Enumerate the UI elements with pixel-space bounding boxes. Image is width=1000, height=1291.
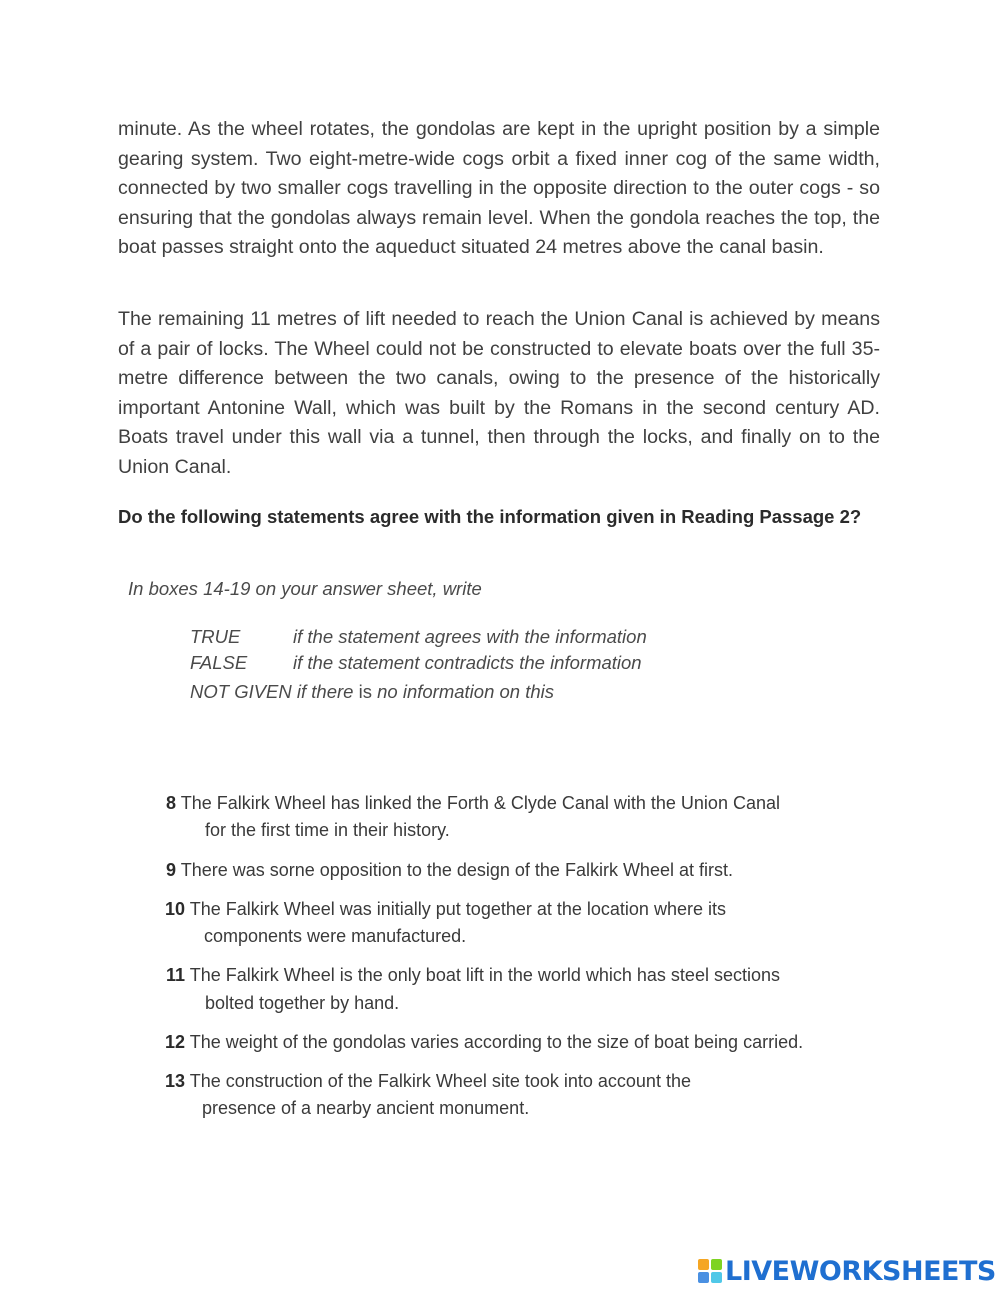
passage-paragraph-1: minute. As the wheel rotates, the gondolas are kept in the upright position by a simple gearing system. Two eight-metre-wide cogs orbit a fixed inner cog of the same width, connected by two smaller cogs travelling in the opposite direction to the outer cogs - so ensuring that the gondolas always remain level. When the gondola reaches the top, the boat passes straight onto the aqueduct situated 24 metres above the canal basin. xyxy=(118,118,880,258)
question-number: 9 xyxy=(166,860,177,880)
question-10 xyxy=(165,899,726,920)
question-13-continued: presence of a nearby ancient monument. xyxy=(202,1098,530,1118)
question-text: The Falkirk Wheel has linked the Forth & Clyde Canal with the Union Canal xyxy=(180,793,780,813)
legend-ng-code: NOT GIVEN xyxy=(190,681,292,702)
question-number: 11 xyxy=(166,965,186,985)
legend-false-desc: if the statement contradicts the information xyxy=(293,652,642,673)
logo-block xyxy=(711,1259,722,1270)
legend-ng-desc: no information on this xyxy=(377,681,555,702)
logo-block xyxy=(698,1272,709,1283)
legend-ng-is: is xyxy=(358,681,372,702)
legend-true-desc: if the statement agrees with the information xyxy=(293,626,647,647)
question-number: 12 xyxy=(165,1032,186,1052)
question-9 xyxy=(166,860,733,881)
logo-block xyxy=(711,1272,722,1283)
question-text: The construction of the Falkirk Wheel site took into account the xyxy=(189,1071,691,1091)
question-number: 13 xyxy=(165,1071,186,1091)
logo-block xyxy=(698,1259,709,1270)
legend-true xyxy=(190,626,647,648)
task-heading: Do the following statements agree with the information given in Reading Passage 2? xyxy=(118,506,862,527)
legend-false xyxy=(190,652,642,674)
task-instruction: In boxes 14-19 on your answer sheet, write xyxy=(128,578,482,599)
legend-not-given xyxy=(190,681,554,703)
logo-blocks-icon xyxy=(698,1259,722,1283)
question-number: 10 xyxy=(165,899,186,919)
question-8-continued: for the first time in their history. xyxy=(205,820,450,840)
question-text: The Falkirk Wheel was initially put together at the location where its xyxy=(189,899,726,919)
question-8 xyxy=(166,793,780,814)
legend-false-code: FALSE xyxy=(190,652,248,673)
question-12 xyxy=(165,1032,803,1053)
question-text: The Falkirk Wheel is the only boat lift in the world which has steel sections xyxy=(189,965,780,985)
question-text: The weight of the gondolas varies according to the size of boat being carried. xyxy=(189,1032,804,1052)
legend-ng-if: if there xyxy=(296,681,354,702)
question-11-continued: bolted together by hand. xyxy=(205,993,400,1013)
question-13 xyxy=(165,1071,691,1092)
liveworksheets-logo[interactable] xyxy=(698,1254,996,1288)
logo-text: LIVEWORKSHEETS xyxy=(725,1255,996,1287)
question-number: 8 xyxy=(166,793,177,813)
question-text: There was sorne opposition to the design of the Falkirk Wheel at first. xyxy=(180,860,733,880)
question-10-continued: components were manufactured. xyxy=(204,926,467,946)
passage-paragraph-2: The remaining 11 metres of lift needed to reach the Union Canal is achieved by means of a pair of locks. The Wheel could not be constructed to elevate boats over the full 35-metre difference between the two canals, owing to the presence of the historically important Antonine Wall, which was built by the Romans in the second century AD. Boats travel under this wall via a tunnel, then through the locks, and finally on to the Union Canal. xyxy=(118,308,880,478)
legend-true-code: TRUE xyxy=(190,626,241,647)
question-11 xyxy=(166,965,780,986)
